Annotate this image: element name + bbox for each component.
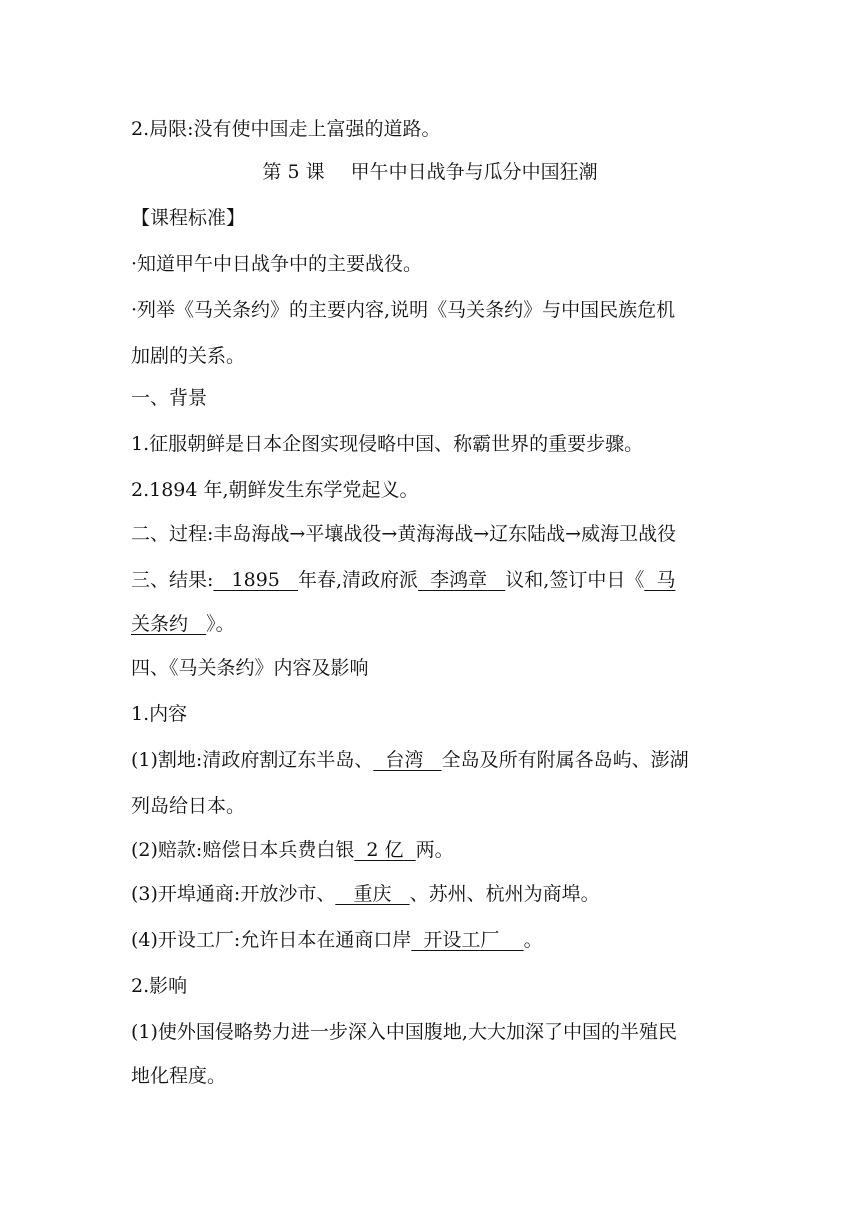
text-line: 列岛给日本。 <box>131 795 246 817</box>
answer-text: 李鸿章 <box>430 569 488 591</box>
section-heading: 一、背景 <box>131 387 208 409</box>
label-text: (3)开埠通商:开放沙市、 <box>131 883 336 905</box>
text-line: ·列举《马关条约》的主要内容,说明《马关条约》与中国民族危机 <box>131 299 676 321</box>
text-line <box>131 837 731 863</box>
label-text: 两。 <box>415 839 454 861</box>
text-line: 二、过程:丰岛海战→平壤战役→黄海海战→辽东陆战→威海卫战役 <box>131 523 677 545</box>
text-line <box>131 611 731 637</box>
answer-text: 1895 <box>231 569 280 591</box>
answer-text: 2 亿 <box>366 839 404 861</box>
label-text: 、苏州、杭州为商埠。 <box>409 883 600 905</box>
text-line <box>131 567 731 593</box>
answer-text: 开设工厂 <box>423 929 500 951</box>
text-line <box>131 927 731 953</box>
answer-text: 马 <box>656 569 676 591</box>
section-heading: 四、《马关条约》内容及影响 <box>131 657 369 679</box>
fill-blank <box>335 883 409 905</box>
fill-blank <box>131 613 206 635</box>
fill-blank <box>354 839 415 861</box>
lesson-name: 甲午中日战争与瓜分中国狂潮 <box>350 161 598 183</box>
fill-blank <box>373 749 441 771</box>
text-line: 加剧的关系。 <box>131 345 246 367</box>
section-heading: 【课程标准】 <box>131 207 246 229</box>
section-heading: 2.影响 <box>131 975 188 997</box>
fill-blank <box>418 569 505 591</box>
label-text: 》。 <box>206 613 235 635</box>
text-line: ·知道甲午中日战争中的主要战役。 <box>131 253 423 275</box>
label-text: 三、结果: <box>131 569 214 591</box>
text-line: 地化程度。 <box>131 1065 227 1087</box>
label-text: 年春,清政府派 <box>298 569 419 591</box>
fill-blank <box>411 929 523 951</box>
label-text: 全岛及所有附属各岛屿、澎湖 <box>441 749 689 771</box>
text-line: (1)使外国侵略势力进一步深入中国腹地,大大加深了中国的半殖民 <box>131 1021 677 1043</box>
text-line: 1.内容 <box>131 703 188 725</box>
label-text: 。 <box>523 929 543 951</box>
label-text: (2)赔款:赔偿日本兵费白银 <box>131 839 355 861</box>
text-line <box>131 881 731 907</box>
answer-text: 台湾 <box>385 749 424 771</box>
lesson-title <box>0 159 860 185</box>
label-text: 议和,签订中日《 <box>505 569 645 591</box>
answer-text: 重庆 <box>353 883 392 905</box>
text-line: 2.1894 年,朝鲜发生东学党起义。 <box>131 479 419 501</box>
text-line: 1.征服朝鲜是日本企图实现侵略中国、称霸世界的重要步骤。 <box>131 433 644 455</box>
answer-text: 关条约 <box>131 613 189 635</box>
label-text: (4)开设工厂:允许日本在通商口岸 <box>131 929 412 951</box>
fill-blank <box>213 569 298 591</box>
text-line: 2.局限:没有使中国走上富强的道路。 <box>131 118 441 140</box>
text-line <box>131 747 731 773</box>
fill-blank <box>644 569 675 591</box>
lesson-number: 第 5 课 <box>262 161 325 183</box>
label-text: (1)割地:清政府割辽东半岛、 <box>131 749 374 771</box>
